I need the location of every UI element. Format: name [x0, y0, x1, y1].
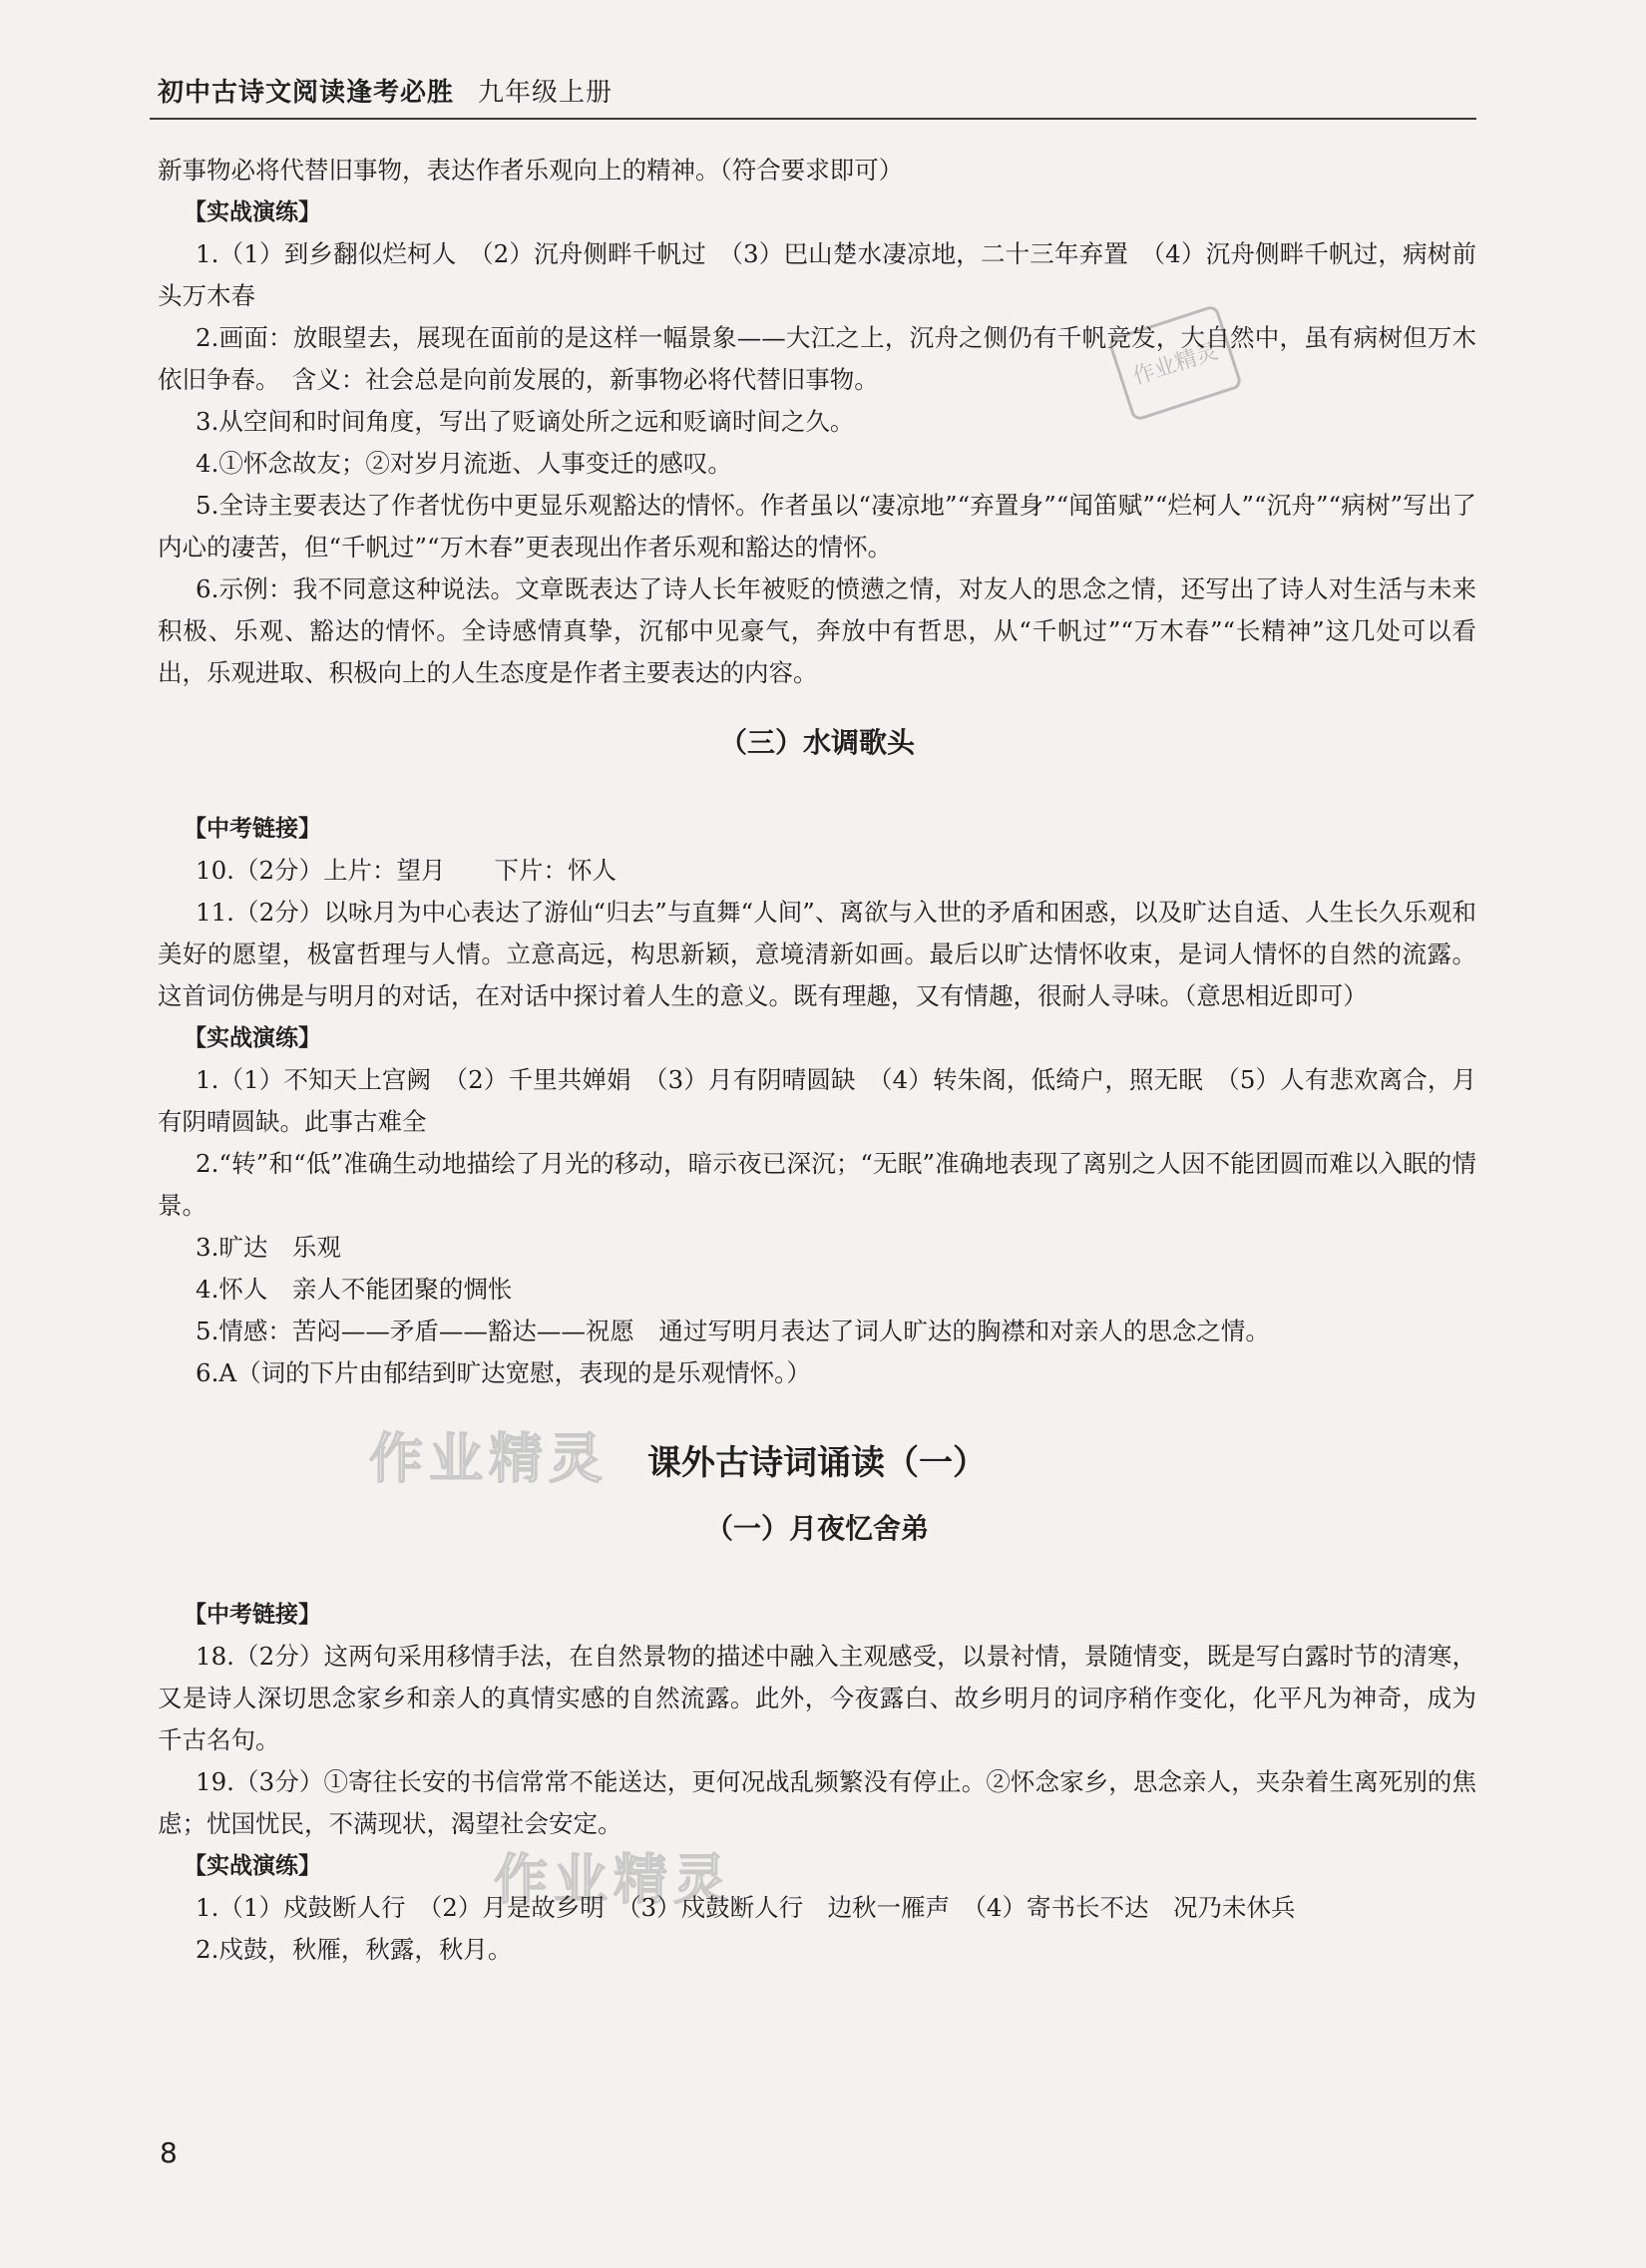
- answer-item: 3.从空间和时间角度，写出了贬谪处所之远和贬谪时间之久。: [196, 407, 855, 436]
- answer-item: 2.“转”和“低”准确生动地描绘了月光的移动，暗示夜已深沉；“无眠”准确地表现了离别之人因不能团圆而难以入眠的情景。: [158, 1149, 1476, 1220]
- answer-item: 6.A（词的下片由郁结到旷达宽慰，表现的是乐观情怀。）: [196, 1358, 811, 1387]
- section-tag: 【中考链接】: [184, 816, 321, 842]
- section-title: （三）水调歌头: [718, 726, 915, 759]
- intro-line: 新事物必将代替旧事物，表达作者乐观向上的精神。（符合要求即可）: [158, 156, 904, 185]
- section-tag: 【实战演练】: [184, 199, 321, 225]
- answer-item: 6.示例：我不同意这种说法。文章既表达了诗人长年被贬的愤懑之情，对友人的思念之情，还写出了诗人对生活与未来积极、乐观、豁达的情怀。全诗感情真挚，沉郁中见豪气，奔放中有哲思，从“千帆过”“万木春”“长精神”这几处可以看出，乐观进取、积极向上的人生态度是作者主要表达的内容。: [158, 574, 1476, 687]
- chapter-title: 课外古诗词诵读（一）: [647, 1443, 987, 1483]
- page-number: 8: [160, 2136, 178, 2169]
- section-title: （一）月夜忆舍弟: [704, 1512, 929, 1545]
- answer-item: 4.①怀念故友；②对岁月流逝、人事变迁的感叹。: [196, 449, 732, 478]
- watermark: 作业精灵: [494, 1848, 733, 1911]
- answer-item: 2.画面：放眼望去，展现在面前的是这样一幅景象——大江之上，沉舟之侧仍有千帆竞发，大自然中，虽有病树但万木依旧争春。 含义：社会总是向前发展的，新事物必将代替旧事物。: [158, 323, 1476, 394]
- answer-item: 5.情感：苦闷——矛盾——豁达——祝愿 通过写明月表达了词人旷达的胸襟和对亲人的思念之情。: [196, 1317, 1270, 1345]
- header-rule: [150, 118, 1476, 120]
- answer-item: 1.（1）不知天上宫阙 （2）千里共婵娟 （3）月有阴晴圆缺 （4）转朱阁，低绮户，照无眠 （5）人有悲欢离合，月有阴晴圆缺。此事古难全: [158, 1065, 1476, 1136]
- answer-item: 2.戍鼓，秋雁，秋露，秋月。: [196, 1935, 513, 1964]
- book-title: 初中古诗文阅读逢考必胜: [158, 78, 455, 108]
- section-tag: 【实战演练】: [184, 1025, 321, 1051]
- answer-item: 1.（1）戍鼓断人行 （2）月是故乡明 （3）戍鼓断人行 边秋一雁声 （4）寄书长不达 况乃未休兵: [196, 1893, 1296, 1922]
- running-header: [158, 72, 1474, 109]
- section-tag: 【中考链接】: [184, 1602, 321, 1628]
- stamp-text: 作业精灵: [1129, 338, 1222, 390]
- answer-item: 4.怀人 亲人不能团聚的惆怅: [196, 1275, 513, 1304]
- answer-item: 3.旷达 乐观: [196, 1233, 341, 1262]
- grade-label: 九年级上册: [478, 78, 614, 108]
- answer-item: 5.全诗主要表达了作者忧伤中更显乐观豁达的情怀。作者虽以“凄凉地”“弃置身”“闻笛赋”“烂柯人”“沉舟”“病树”写出了内心的凄苦，但“千帆过”“万木春”更表现出作者乐观和豁达的情怀。: [158, 491, 1476, 562]
- answer-item: 19.（3分）①寄往长安的书信常常不能送达，更何况战乱频繁没有停止。②怀念家乡，思念亲人，夹杂着生离死别的焦虑；忧国忧民，不满现状，渴望社会安定。: [158, 1767, 1476, 1838]
- section-tag: 【实战演练】: [184, 1853, 321, 1879]
- answer-content: [158, 150, 1476, 1971]
- answer-item: 18.（2分）这两句采用移情手法，在自然景物的描述中融入主观感受，以景衬情，景随情变，既是写白露时节的清寒，又是诗人深切思念家乡和亲人的真情实感的自然流露。此外，今夜露白、故乡明月的词序稍作变化，化平凡为神奇，成为千古名句。: [158, 1642, 1476, 1754]
- answer-item: 1.（1）到乡翻似烂柯人 （2）沉舟侧畔千帆过 （3）巴山楚水凄凉地，二十三年弃置 （4）沉舟侧畔千帆过，病树前头万木春: [158, 239, 1476, 310]
- answer-item: 11.（2分）以咏月为中心表达了游仙“归去”与直舞“人间”、离欲与入世的矛盾和困惑，以及旷达自适、人生长久乐观和美好的愿望，极富哲理与人情。立意高远，构思新颖，意境清新如画。最后以旷达情怀收束，是词人情怀的自然的流露。这首词仿佛是与明月的对话，在对话中探讨着人生的意义。既有理趣，又有情趣，很耐人寻味。（意思相近即可）: [158, 898, 1476, 1010]
- answer-item: 10.（2分）上片：望月 下片：怀人: [196, 856, 617, 885]
- watermark: 作业精灵: [369, 1427, 609, 1490]
